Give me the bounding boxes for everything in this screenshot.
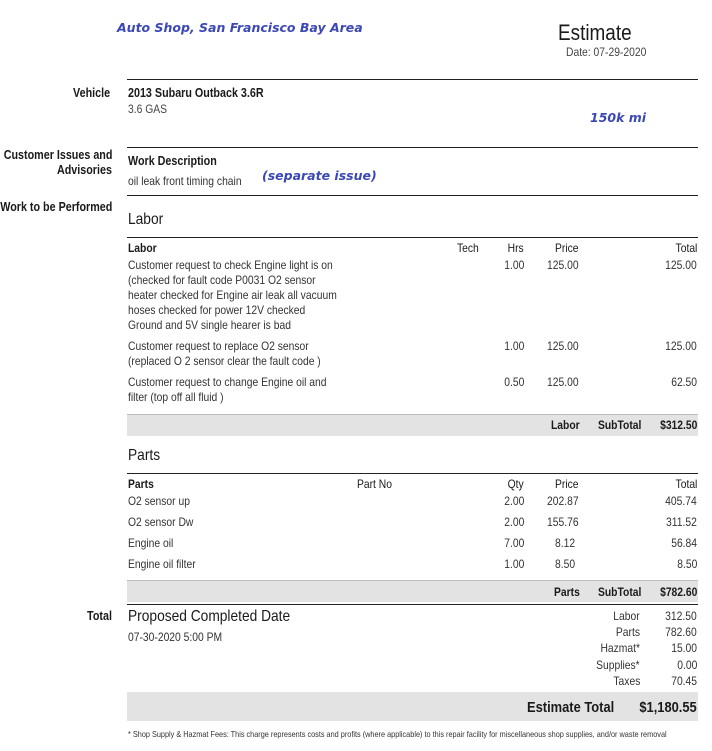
labor-col-price: Price	[555, 241, 579, 255]
parts-row-price: 155.76	[547, 515, 579, 529]
vehicle-engine: 3.6 GAS	[128, 102, 168, 116]
summary-label: Supplies*	[596, 658, 640, 672]
parts-col-price: Price	[555, 477, 579, 491]
labor-row-text: Customer request to change Engine oil and	[128, 375, 327, 389]
parts-row-name: O2 sensor Dw	[128, 515, 194, 529]
vehicle-label: Vehicle	[72, 86, 110, 100]
parts-row-qty: 7.00	[503, 536, 524, 550]
parts-row-name: Engine oil	[128, 536, 174, 550]
summary-value: 15.00	[671, 641, 697, 655]
labor-row-text: Customer request to check Engine light is on	[128, 258, 333, 272]
total-divider	[127, 604, 698, 605]
labor-row	[128, 375, 326, 405]
labor-row-hrs: 0.50	[503, 375, 524, 389]
labor-col-hrs: Hrs	[507, 241, 524, 255]
parts-col-qty: Qty	[507, 477, 524, 491]
summary-value: 312.50	[665, 609, 697, 623]
completed-date-value: 07-30-2020 5:00 PM	[128, 630, 223, 644]
summary-value: 70.45	[671, 674, 697, 688]
labor-header-divider	[127, 237, 698, 238]
labor-row-price: 125.00	[547, 375, 579, 389]
labor-row-text: hoses checked for power 12V checked	[128, 303, 306, 317]
summary-label: Parts	[615, 625, 640, 639]
separate-issue-note: (separate issue)	[262, 168, 377, 183]
completed-date-heading: Proposed Completed Date	[128, 608, 291, 625]
labor-row-total: 125.00	[665, 258, 697, 272]
labor-col-item: Labor	[128, 241, 157, 255]
labor-col-tech: Tech	[457, 241, 479, 255]
labor-row	[128, 339, 321, 369]
parts-col-total: Total	[675, 477, 697, 491]
parts-row-name: O2 sensor up	[128, 494, 190, 508]
summary-value: 782.60	[665, 625, 697, 639]
shop-name-note: Auto Shop, San Francisco Bay Area	[117, 20, 363, 35]
labor-row-text: heater checked for Engine air leak all vacuum	[128, 288, 337, 302]
parts-row-qty: 2.00	[503, 515, 524, 529]
labor-row-price: 125.00	[547, 258, 579, 272]
parts-row-qty: 1.00	[503, 557, 524, 571]
shop-fees-footnote: * Shop Supply & Hazmat Fees: This charge represents costs and profits (where applicable) to this repair facility for miscellaneous shop supplies, and/or waste removal	[128, 729, 667, 739]
parts-row-total: 311.52	[666, 515, 697, 529]
labor-row	[128, 258, 337, 333]
parts-col-partno: Part No	[357, 477, 392, 491]
labor-row-text: filter (top off all fluid )	[128, 390, 224, 404]
issues-label-line2: Advisories	[57, 163, 112, 177]
parts-row-name: Engine oil filter	[128, 557, 196, 571]
labor-subtotal-label: Labor	[551, 418, 580, 432]
work-description-text: oil leak front timing chain	[128, 174, 242, 188]
summary-label: Hazmat*	[600, 641, 640, 655]
labor-subtotal-value: $312.50	[659, 418, 697, 432]
labor-col-total: Total	[675, 241, 697, 255]
parts-row-qty: 2.00	[503, 494, 524, 508]
mileage-note: 150k mi	[590, 110, 647, 125]
issues-divider	[127, 147, 698, 148]
estimate-total-label: Estimate Total	[527, 699, 615, 716]
labor-row-text: Customer request to replace O2 sensor	[128, 339, 309, 353]
labor-subtotal-label2: SubTotal	[598, 418, 642, 432]
labor-row-text: (replaced O 2 sensor clear the fault code )	[128, 354, 321, 368]
page-title: Estimate	[558, 20, 632, 45]
labor-row-text: Ground and 5V single hearer is bad	[128, 318, 291, 332]
work-divider	[127, 195, 698, 196]
labor-row-text: (checked for fault code P0031 O2 sensor	[128, 273, 316, 287]
labor-row-total: 125.00	[665, 339, 697, 353]
labor-row-hrs: 1.00	[503, 339, 524, 353]
work-description-heading: Work Description	[128, 154, 217, 168]
summary-label: Labor	[613, 609, 640, 623]
parts-row-total: 8.50	[676, 557, 697, 571]
summary-label: Taxes	[613, 674, 640, 688]
labor-row-price: 125.00	[547, 339, 579, 353]
parts-subtotal-label2: SubTotal	[598, 585, 642, 599]
parts-subtotal-value: $782.60	[659, 585, 697, 599]
parts-row-price: 8.12	[555, 536, 576, 550]
summary-value: 0.00	[676, 658, 697, 672]
total-label: Total	[87, 609, 112, 623]
parts-row-price: 8.50	[555, 557, 576, 571]
labor-row-hrs: 1.00	[503, 258, 524, 272]
parts-subtotal-label: Parts	[554, 585, 580, 599]
work-label: Work to be Performed	[0, 200, 112, 214]
labor-row-total: 62.50	[671, 375, 697, 389]
parts-col-item: Parts	[128, 477, 154, 491]
parts-row-total: 405.74	[665, 494, 697, 508]
vehicle-divider	[127, 79, 698, 80]
parts-header-divider	[127, 473, 698, 474]
parts-row-total: 56.84	[671, 536, 697, 550]
labor-section-title: Labor	[128, 211, 164, 228]
parts-section-title: Parts	[128, 447, 161, 464]
estimate-total-value: $1,180.55	[639, 699, 697, 716]
estimate-date: Date: 07-29-2020	[566, 45, 647, 59]
vehicle-name: 2013 Subaru Outback 3.6R	[128, 86, 264, 100]
parts-row-price: 202.87	[547, 494, 579, 508]
issues-label-line1: Customer Issues and	[3, 148, 112, 162]
